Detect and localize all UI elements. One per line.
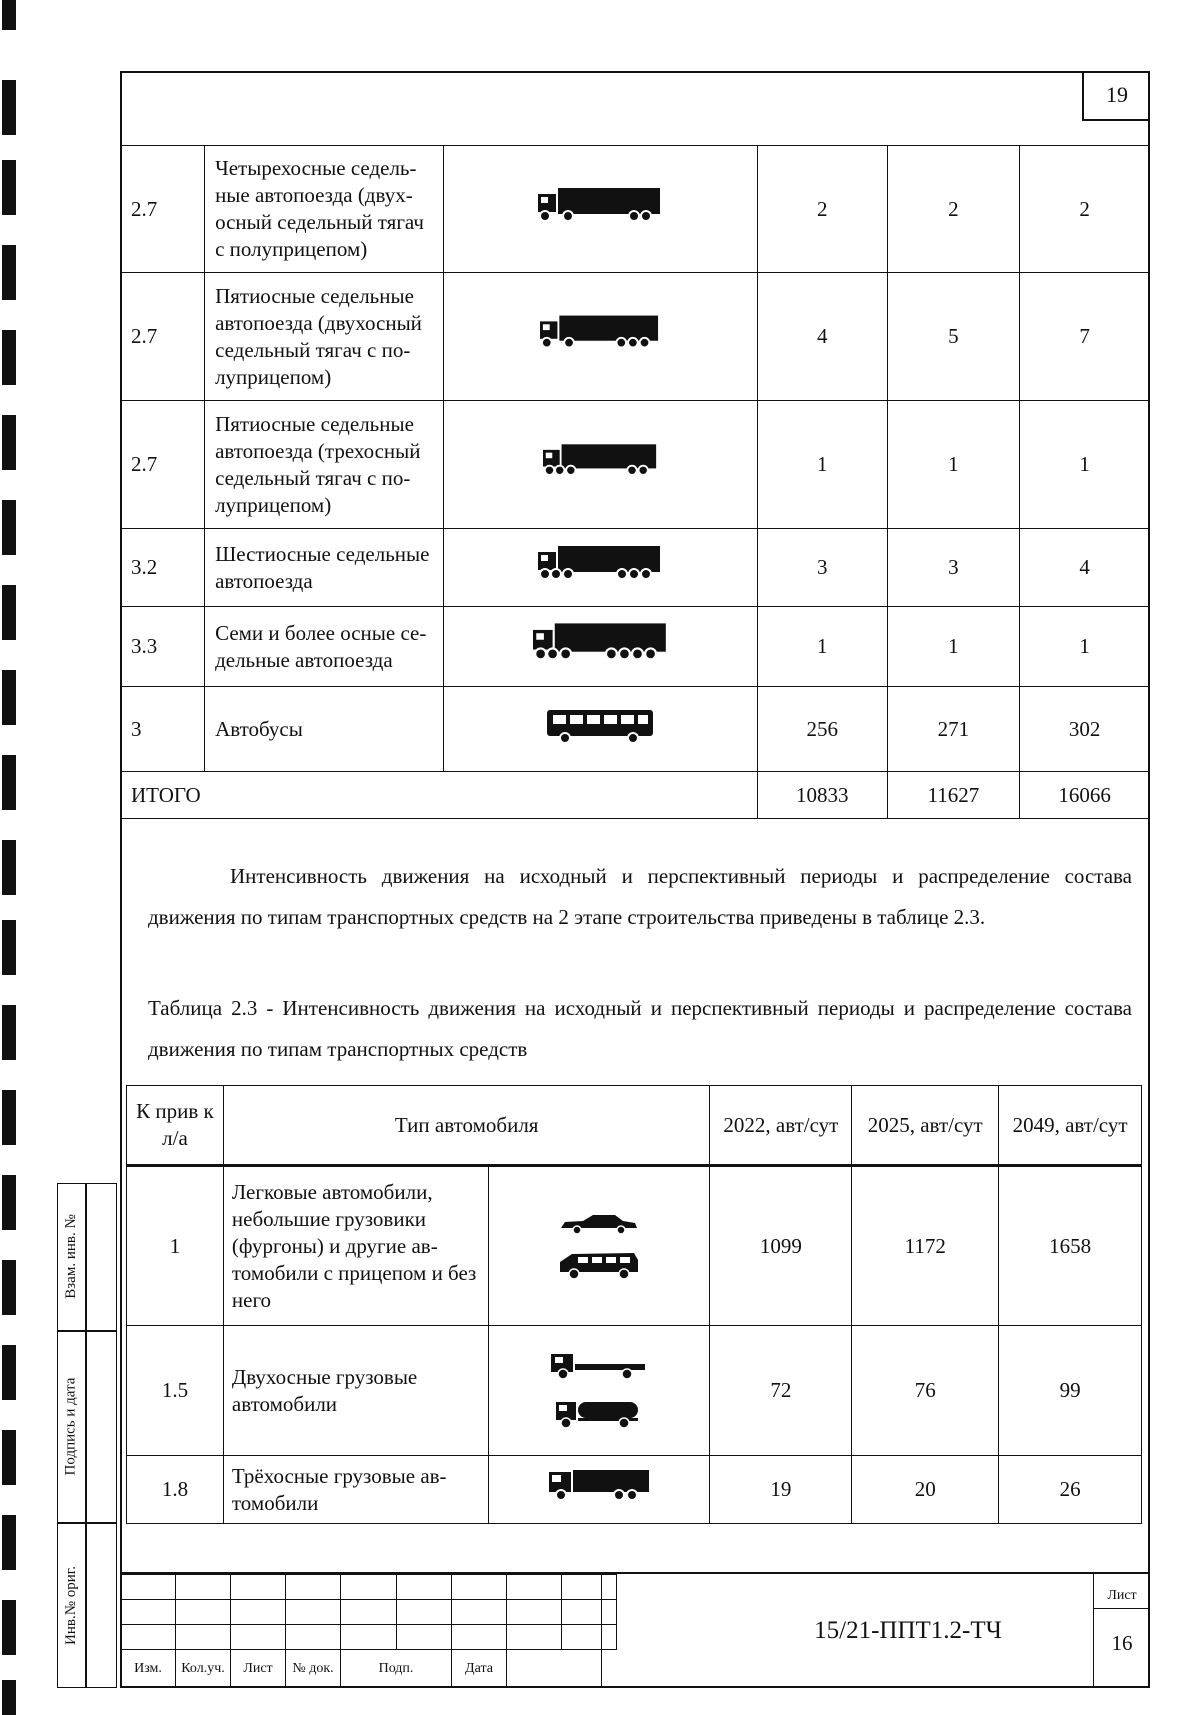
title-block-grid	[120, 1574, 617, 1688]
sheet-label: Лист	[1094, 1574, 1150, 1609]
row-name: Легковые автомобили, небольшие грузовики (фургоны) и другие ав-томобили с прицепом и без него	[223, 1166, 488, 1326]
value-2022: 1	[757, 607, 887, 687]
table-row	[121, 687, 1150, 772]
value-2049: 1658	[999, 1166, 1142, 1326]
value-2025: 1172	[852, 1166, 999, 1326]
label-izm: Изм.	[121, 1650, 176, 1688]
row-name: Автобусы	[205, 687, 444, 772]
value-2025: 271	[887, 687, 1020, 772]
sheet-number: 16	[1111, 1631, 1133, 1655]
header-2049: 2049, авт/сут	[999, 1086, 1142, 1166]
header-2025: 2025, авт/сут	[852, 1086, 999, 1166]
page-number-top: 19	[1082, 71, 1150, 121]
van-icon	[558, 1250, 640, 1280]
header-row	[127, 1086, 1142, 1166]
value-2049: 4	[1020, 529, 1150, 607]
label-podp: Подп.	[341, 1650, 452, 1688]
total-2022: 10833	[757, 772, 887, 819]
value-2049: 26	[999, 1456, 1142, 1524]
value-2049: 2	[1020, 146, 1150, 273]
value-2022: 4	[757, 273, 887, 401]
row-name: Двухосные грузовые автомобили	[223, 1326, 488, 1456]
total-label: ИТОГО	[121, 772, 758, 819]
table-row	[127, 1326, 1142, 1456]
car-icon	[559, 1212, 639, 1236]
value-2022: 1099	[710, 1166, 852, 1326]
value-2049: 99	[999, 1326, 1142, 1456]
document-code: 15/21-ППТ1.2-ТЧ	[601, 1574, 1200, 1688]
side-label-podp: Подпись и дата	[62, 1377, 79, 1475]
total-row	[121, 772, 1150, 819]
total-2049: 16066	[1020, 772, 1150, 819]
header-type: Тип автомобиля	[223, 1086, 710, 1166]
value-2022: 256	[757, 687, 887, 772]
table-row	[127, 1456, 1142, 1524]
tanker-truck-icon	[554, 1398, 644, 1430]
row-k: 1.8	[127, 1456, 224, 1524]
row-code: 2.7	[121, 273, 205, 401]
tractor-semitrailer-5axle-icon	[540, 315, 660, 351]
value-2022: 1	[757, 401, 887, 529]
value-2022: 3	[757, 529, 887, 607]
header-2022: 2022, авт/сут	[710, 1086, 852, 1166]
value-2025: 1	[887, 607, 1020, 687]
value-2022: 19	[710, 1456, 852, 1524]
value-2025: 20	[852, 1456, 999, 1524]
table-row	[121, 273, 1150, 401]
row-k: 1	[127, 1166, 224, 1326]
row-code: 2.7	[121, 401, 205, 529]
value-2025: 5	[887, 273, 1020, 401]
flatbed-truck-icon	[549, 1352, 649, 1380]
value-2022: 72	[710, 1326, 852, 1456]
tractor-semitrailer-4axle-icon	[535, 188, 665, 224]
label-data: Дата	[452, 1650, 507, 1688]
value-2049: 1	[1020, 401, 1150, 529]
row-k: 1.5	[127, 1326, 224, 1456]
value-2049: 302	[1020, 687, 1150, 772]
three-axle-truck-icon	[547, 1468, 651, 1504]
label-n-dok: № док.	[286, 1650, 341, 1688]
side-label-inv: Инв.№ ориг.	[62, 1565, 79, 1645]
tractor-semitrailer-7axle-icon	[533, 623, 668, 663]
body-paragraph: Интенсивность движения на исходный и перспективный периоды и распределение состава движения по типам транспортных средств на 2 этапе строительства приведены в таблице 2.3.	[148, 864, 1132, 929]
row-name: Трёхосные грузовые ав-томобили	[223, 1456, 488, 1524]
tractor-semitrailer-5axle-3axle-tractor-icon	[543, 443, 658, 479]
table-caption: Таблица 2.3 - Интенсивность движения на исходный и перспективный периоды и распределение состава движения по типам транспортных средств	[148, 996, 1132, 1061]
row-name: Шестиосные седельные автопоезда	[205, 529, 444, 607]
bus-icon	[545, 708, 655, 744]
total-2025: 11627	[887, 772, 1020, 819]
value-2025: 2	[887, 146, 1020, 273]
title-block	[120, 1572, 1150, 1688]
value-2025: 1	[887, 401, 1020, 529]
table-row	[127, 1166, 1142, 1326]
traffic-table-2-3	[126, 1085, 1142, 1524]
value-2025: 76	[852, 1326, 999, 1456]
tractor-semitrailer-6axle-icon	[535, 546, 665, 582]
value-2022: 2	[757, 146, 887, 273]
header-k: К прив к л/а	[127, 1086, 224, 1166]
value-2049: 1	[1020, 607, 1150, 687]
sheet-box	[1093, 1574, 1150, 1688]
value-2049: 7	[1020, 273, 1150, 401]
table-row	[121, 607, 1150, 687]
value-2025: 3	[887, 529, 1020, 607]
table-row	[121, 146, 1150, 273]
row-name: Пятиосные седельные автопоезда (двухосный седельный тягач с по-луприцепом)	[205, 273, 444, 401]
side-label-zam: Взам. инв. №	[62, 1214, 79, 1299]
row-code: 3	[121, 687, 205, 772]
table-row	[121, 401, 1150, 529]
row-name: Пятиосные седельные автопоезда (трехосный седельный тягач с по-луприцепом)	[205, 401, 444, 529]
row-code: 2.7	[121, 146, 205, 273]
traffic-table-continued	[120, 145, 1150, 819]
row-name: Четырехосные седель-ные автопоезда (двух-осный седельный тягач с полуприцепом)	[205, 146, 444, 273]
row-code: 3.2	[121, 529, 205, 607]
table-row	[121, 529, 1150, 607]
row-name: Семи и более осные се-дельные автопоезда	[205, 607, 444, 687]
row-code: 3.3	[121, 607, 205, 687]
label-list: Лист	[231, 1650, 286, 1688]
label-kol-uch: Кол.уч.	[176, 1650, 231, 1688]
